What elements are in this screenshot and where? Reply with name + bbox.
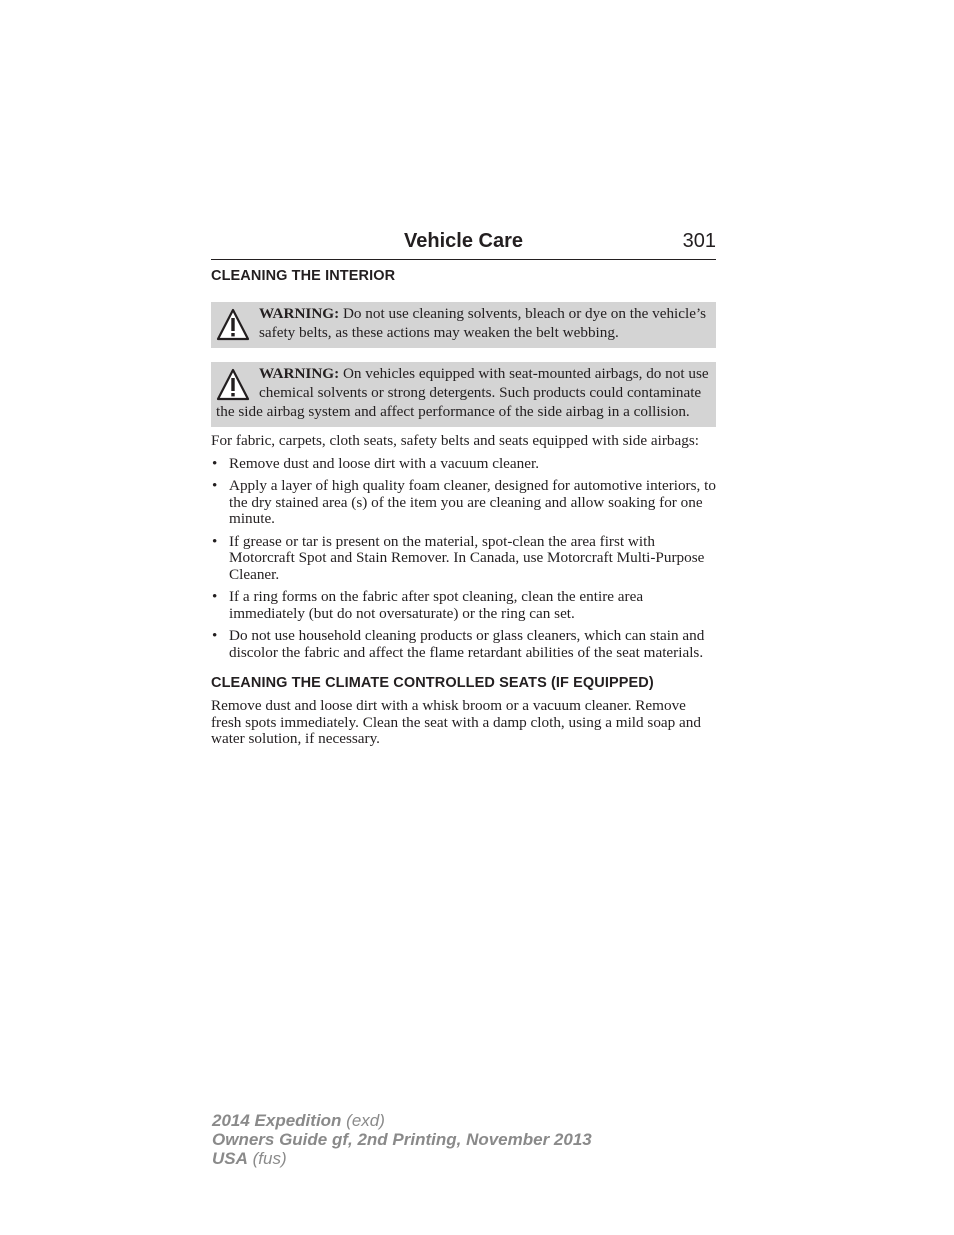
page-content	[211, 267, 716, 748]
warning-label: WARNING:	[259, 365, 340, 382]
warning-label: WARNING:	[259, 305, 340, 322]
page-footer	[212, 1111, 592, 1168]
footer-model-line: 2014 Expedition (exd)	[212, 1111, 385, 1130]
list-item: • Do not use household cleaning products or glass cleaners, which can stain and discolor the fabric and affect the flame retardant abilities of the seat materials.	[212, 627, 705, 661]
footer-region-line: USA (fus)	[212, 1149, 287, 1168]
warning-triangle-icon	[216, 308, 250, 342]
section-title: Vehicle Care	[404, 230, 523, 252]
footer-guide-line: Owners Guide gf, 2nd Printing, November 2013	[212, 1130, 592, 1149]
intro-paragraph: For fabric, carpets, cloth seats, safety belts and seats equipped with side airbags:	[211, 432, 699, 449]
list-item: • Apply a layer of high quality foam cleaner, designed for automotive interiors, to the dry stained area (s) of the item you are cleaning and allow soaking for one minute.	[212, 477, 716, 527]
page-header	[211, 228, 716, 260]
warning-text: Do not use cleaning solvents, bleach or dye on the vehicle’s safety belts, as these actions may weaken the belt webbing.	[259, 305, 707, 341]
warning-box-safety-belts	[211, 302, 716, 348]
page-number: 301	[682, 230, 716, 252]
warning-box-airbags	[211, 362, 716, 427]
cleaning-steps-list	[211, 456, 716, 662]
cleaning-interior-heading: CLEANING THE INTERIOR	[211, 268, 396, 284]
warning-triangle-icon	[216, 368, 250, 402]
list-item: • Remove dust and loose dirt with a vacuum cleaner.	[212, 454, 539, 472]
list-item: • If grease or tar is present on the material, spot-clean the area first with Motorcraft Spot and Stain Remover. In Canada, use Motorcraft Multi-Purpose Cleaner.	[212, 532, 705, 583]
warning-text: On vehicles equipped with seat-mounted airbags, do not use chemical solvents or strong detergents. Such products could contaminate the side airbag system and affect performance of the side airbag in a collision.	[216, 365, 709, 420]
list-item: • If a ring forms on the fabric after spot cleaning, clean the entire area immediately (but do not oversaturate) or the ring can set.	[212, 588, 644, 622]
climate-seats-paragraph: Remove dust and loose dirt with a whisk broom or a vacuum cleaner. Remove fresh spots immediately. Clean the seat with a damp cloth, using a mild soap and water solution, if necessary.	[211, 697, 701, 747]
climate-seats-heading: CLEANING THE CLIMATE CONTROLLED SEATS (IF EQUIPPED)	[211, 675, 654, 691]
